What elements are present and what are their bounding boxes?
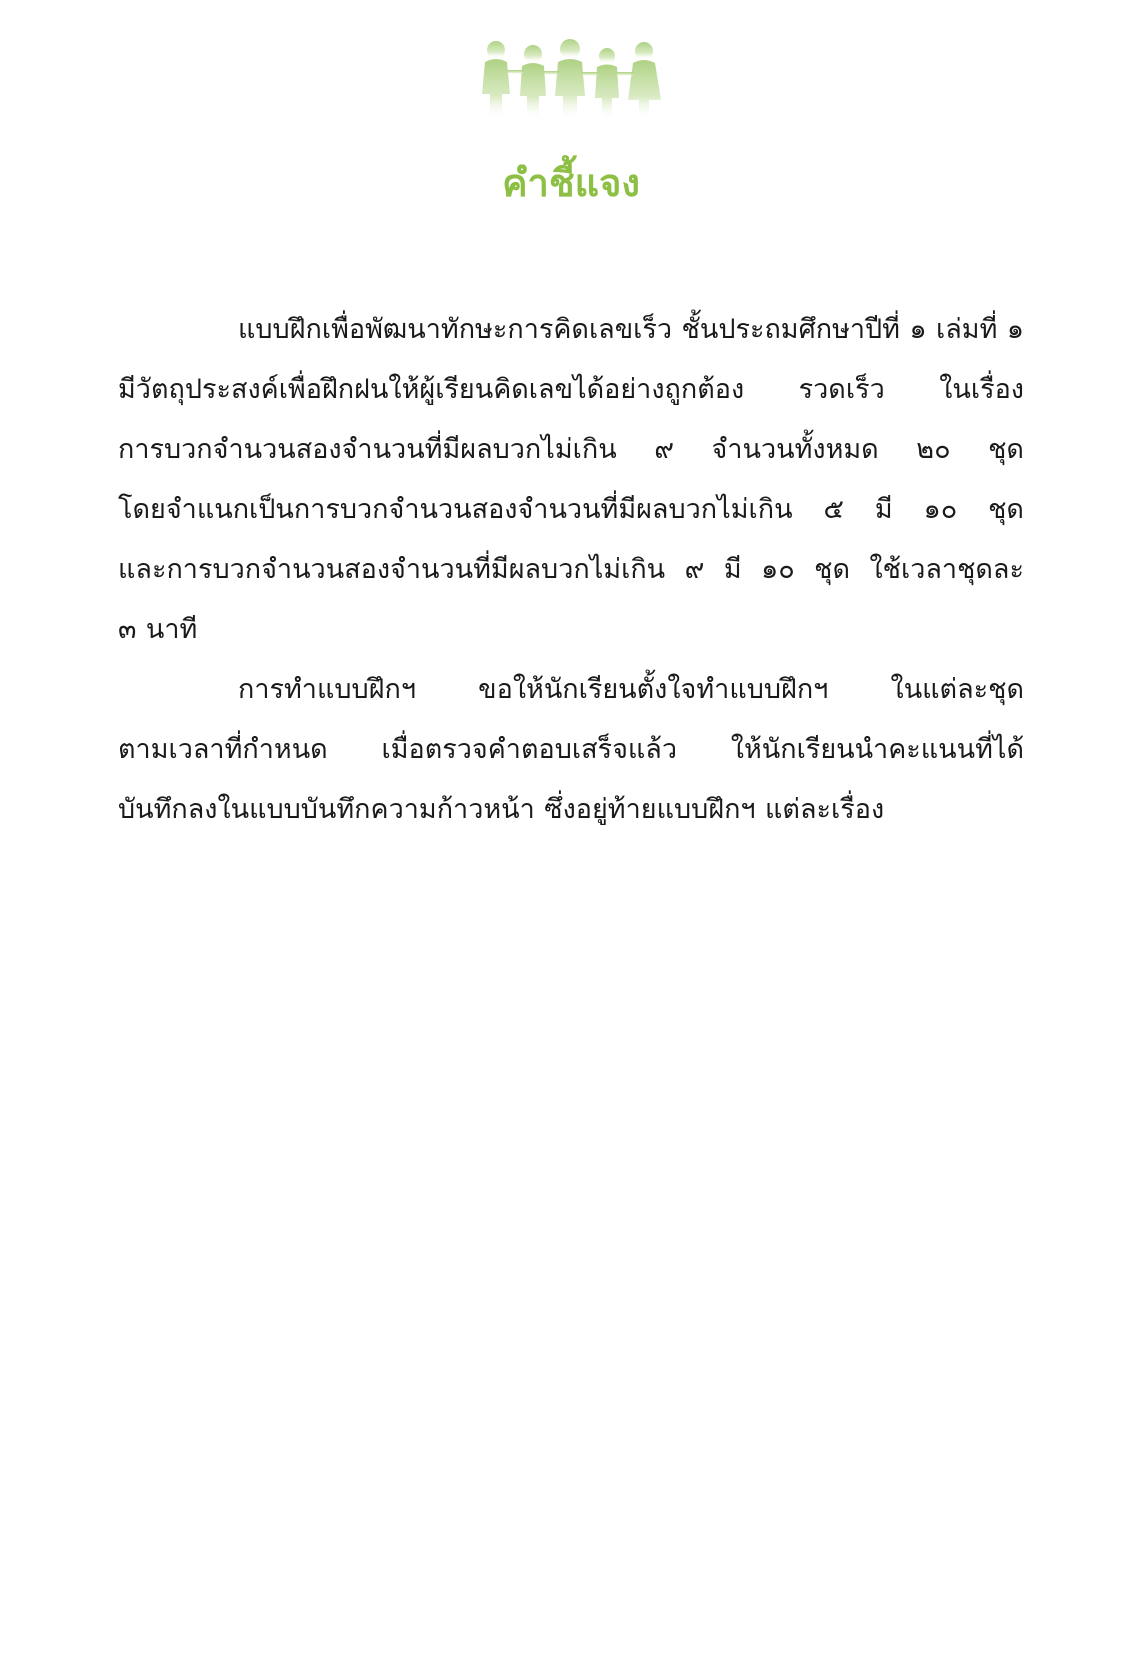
word: ใช้เวลาชุดละ [869,554,1024,585]
instructions-body [118,300,1024,840]
word: การทำแบบฝึกฯ [238,674,416,705]
word: รวดเร็ว [798,374,885,405]
text-line [118,660,1024,720]
word: ๙ [654,434,674,465]
page-title: คำชี้แจง [502,161,640,205]
word: โดยจำแนกเป็นการบวกจำนวนสองจำนวนที่มีผลบวกไม่เกิน [118,494,793,525]
word: ชุด [814,554,851,585]
word: เล่มที่ [936,314,998,345]
word: ในเรื่อง [939,374,1024,405]
word: ตามเวลาที่กำหนด [118,734,328,765]
word: ๙ [684,554,705,585]
word: มี [723,554,742,585]
word: แต่ละเรื่อง [765,794,885,825]
word: มี [874,494,893,525]
word: ๑๐ [923,494,958,525]
paragraph-2 [118,660,1024,840]
word: ๑๐ [761,554,795,585]
text-line [118,360,1024,420]
paragraph-1 [118,300,1024,660]
word: การบวกจำนวนสองจำนวนที่มีผลบวกไม่เกิน [118,434,617,465]
text-line [118,540,1024,600]
word: ให้นักเรียนนำคะแนนที่ได้ [730,734,1024,765]
text-line [118,480,1024,540]
word: มีวัตถุประสงค์เพื่อฝึกฝนให้ผู้เรียนคิดเลขได้อย่างถูกต้อง [118,374,745,405]
word: ๕ [823,494,844,525]
word: บันทึกลงในแบบบันทึกความก้าวหน้า [118,794,535,825]
text-line [118,720,1024,780]
text-line [118,600,1024,660]
word: ขอให้นักเรียนตั้งใจทำแบบฝึกฯ [478,674,829,705]
text-line [118,780,1024,840]
text-line [118,420,1024,480]
word: ในแต่ละชุด [890,674,1024,705]
word: ๓ [118,614,137,645]
word: ชั้นประถมศึกษาปีที่ [681,314,900,345]
word: จำนวนทั้งหมด [711,434,879,465]
word: ชุด [988,494,1024,525]
text-line [118,300,1024,360]
word: ชุด [988,434,1024,465]
word: ซึ่งอยู่ท้ายแบบฝึกฯ [544,794,756,825]
word: ๒๐ [916,434,951,465]
word: แบบฝึกเพื่อพัฒนาทักษะการคิดเลขเร็ว [238,314,673,345]
word: เมื่อตรวจคำตอบเสร็จแล้ว [381,734,677,765]
word: และการบวกจำนวนสองจำนวนที่มีผลบวกไม่เกิน [118,554,666,585]
children-silhouettes-decoration [478,36,664,122]
word: ๑ [1006,314,1024,345]
paragraphs [118,300,1024,840]
word: นาที [145,614,198,645]
word: ๑ [909,314,927,345]
